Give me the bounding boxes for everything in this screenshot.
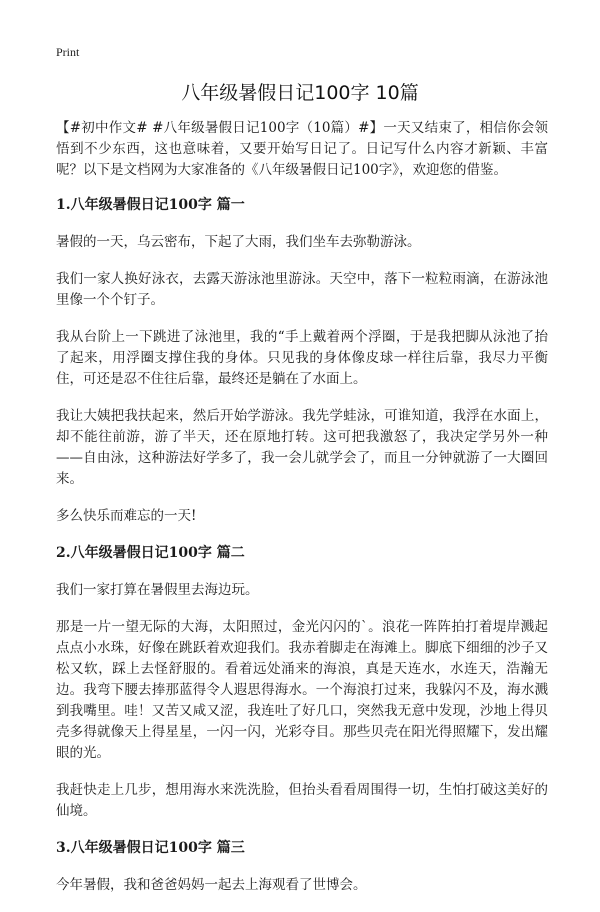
paragraph: 我让大姨把我扶起来，然后开始学游泳。我先学蛙泳，可谁知道，我浮在水面上，却不能往前游，游了半天，还在原地打转。这可把我激怒了，我决定学另外一种——自由泳，这种游法好学多了，我一会儿就学会了，而且一分钟就游了一大圈回来。 [56, 408, 548, 487]
paragraph: 今年暑假，我和爸爸妈妈一起去上海观看了世博会。 [56, 877, 367, 893]
paragraph: 我们一家打算在暑假里去海边玩。 [56, 582, 259, 598]
paragraph: 我们一家人换好泳衣，去露天游泳池里游泳。天空中，落下一粒粒雨滴，在游泳池里像一个个钉子。 [56, 271, 548, 308]
paragraph: 那是一片一望无际的大海，太阳照过，金光闪闪的`。浪花一阵阵拍打着堤岸溅起点点小水珠，好像在跳跃着欢迎我们。我赤着脚走在海滩上。脚底下细细的沙子又松又软，踩上去怪舒服的。看着远处涌来的海浪，真是天连水，水连天，浩瀚无边。我弯下腰去捧那蓝得令人遐思得海水。一个海浪打过来，我躲闪不及，海水溅到我嘴里。哇！又苦又咸又涩，我连吐了好几口，突然我无意中发现，沙地上得贝壳多得就像天上得星星，一闪一闪，光彩夺目。那些贝壳在阳光得照耀下，发出耀眼的光。 [56, 619, 548, 761]
section-3 [56, 838, 548, 896]
section-1 [56, 195, 548, 527]
page-title: 八年级暑假日记100字 10篇 [181, 82, 419, 104]
paragraph: 多么快乐而难忘的一天! [56, 508, 197, 524]
paragraph: 我从台阶上一下跳进了泳池里，我的“手上戴着两个浮圈，于是我把脚从泳池了抬了起来，用浮圈支撑住我的身体。只见我的身体像皮球一样往后靠，我尽力平衡住，可还是忍不住往后靠，最终还是躺在了水面上。 [56, 329, 548, 387]
section-2 [56, 543, 548, 822]
document-body [56, 118, 548, 912]
section-heading: 1.八年级暑假日记100字 篇一 [56, 197, 245, 213]
section-heading: 3.八年级暑假日记100字 篇三 [56, 840, 245, 856]
paragraph: 暑假的一天，乌云密布，下起了大雨，我们坐车去弥勒游泳。 [56, 234, 421, 250]
intro-paragraph: 【#初中作文# #八年级暑假日记100字（10篇）#】一天又结束了，相信你会领悟到不少东西，这也意味着，又要开始写日记了。日记写什么内容才新颖、丰富呢？以下是文档网为大家准备的《八年级暑假日记100字》，欢迎您的借鉴。 [56, 120, 548, 178]
paragraph: 我赶快走上几步，想用海水来洗洗脸，但抬头看看周围得一切，生怕打破这美好的仙境。 [56, 782, 548, 819]
section-heading: 2.八年级暑假日记100字 篇二 [56, 545, 245, 561]
print-label[interactable]: Print [56, 45, 80, 59]
